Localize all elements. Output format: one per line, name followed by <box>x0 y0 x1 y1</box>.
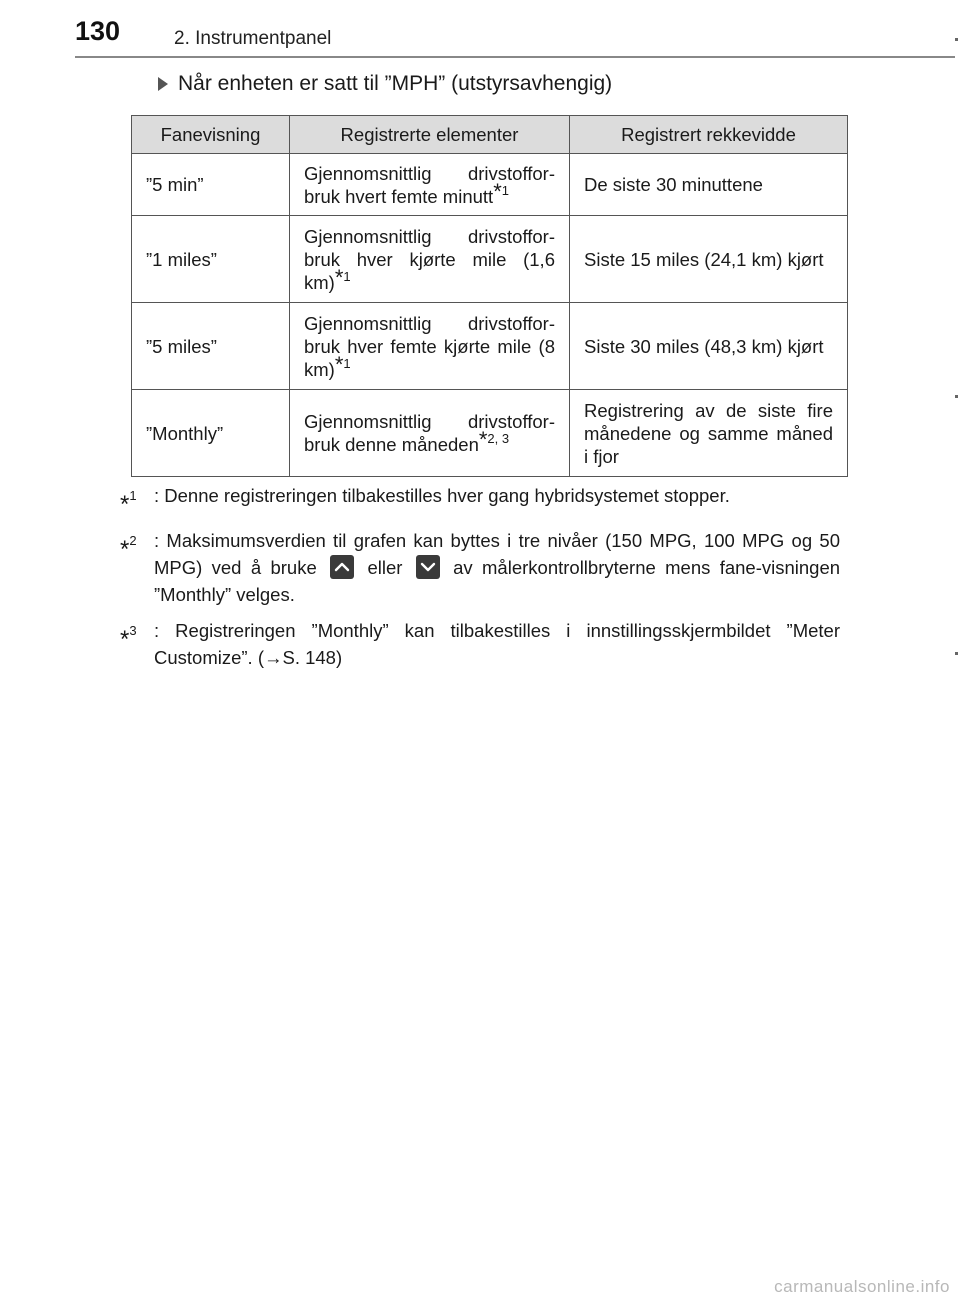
subsection-heading <box>158 72 612 96</box>
crop-mark <box>955 38 958 41</box>
footnote-text: : Registreringen ”Monthly” kan tilbakestilles i innstillingsskjermbildet ”Meter Customize”. (→S. 148) <box>154 620 840 668</box>
footnote-text: : Denne registreringen tilbakestilles hver gang hybridsystemet stopper. <box>154 485 730 506</box>
page-number: 130 <box>75 16 121 46</box>
footnote-ref: 2, 3 <box>487 431 510 446</box>
cell-tab: ”Monthly” <box>132 390 290 477</box>
cell-elements-text: Gjennomsnittlig drivstoffor-bruk hvert femte minutt <box>304 162 555 207</box>
cell-range: De siste 30 minuttene <box>570 154 848 216</box>
triangle-bullet-icon <box>158 77 168 91</box>
cell-range: Registrering av de siste fire månedene og samme måned i fjor <box>570 390 848 477</box>
cell-elements <box>290 154 570 216</box>
footnote-asterisk: * <box>334 264 344 290</box>
column-header-range: Registrert rekkevidde <box>570 116 848 154</box>
cell-range: Siste 30 miles (48,3 km) kjørt <box>570 303 848 390</box>
cell-elements <box>290 303 570 390</box>
crop-mark <box>955 652 958 655</box>
chevron-up-icon <box>330 555 354 579</box>
cell-range: Siste 15 miles (24,1 km) kjørt <box>570 216 848 303</box>
cell-tab: ”1 miles” <box>132 216 290 303</box>
cell-elements-text: Gjennomsnittlig drivstoffor-bruk denne måneden <box>304 411 555 455</box>
cell-elements-text: Gjennomsnittlig drivstoffor-bruk hver kjørte mile (1,6 km) <box>304 225 555 293</box>
column-header-tab: Fanevisning <box>132 116 290 154</box>
chevron-down-icon <box>416 555 440 579</box>
footnote-asterisk: * <box>334 351 344 377</box>
footnote-marker: *$^3$ <box>120 623 137 653</box>
table-row <box>132 390 848 477</box>
cell-elements <box>290 216 570 303</box>
table-header-row <box>132 116 848 154</box>
watermark: carmanualsonline.info <box>774 1277 950 1296</box>
footnote-asterisk: * <box>493 178 502 204</box>
footnote-ref: 1 <box>501 182 509 198</box>
footnote-marker: *$^2$ <box>120 533 137 563</box>
column-header-elements: Registrerte elementer <box>290 116 570 154</box>
table-row <box>132 303 848 390</box>
footnote-2 <box>120 527 840 608</box>
footnote-ref: 1 <box>343 268 351 284</box>
subsection-heading-text: Når enheten er satt til ”MPH” (utstyrsavhengig) <box>178 72 613 95</box>
cell-elements <box>290 390 570 477</box>
record-table <box>131 115 848 477</box>
footnotes <box>120 482 840 680</box>
footnote-asterisk: * <box>478 427 488 452</box>
footnote-text: : Maksimumsverdien til grafen kan byttes i tre nivåer (150 MPG, 100 MPG og 50 MPG) ved å bruke eller av målerkontrollbryterne mens fane-visningen ”Monthly” velges. <box>154 530 841 605</box>
table-row <box>132 216 848 303</box>
footnote-ref: 1 <box>343 355 351 371</box>
footnote-3 <box>120 617 840 671</box>
cell-tab: ”5 miles” <box>132 303 290 390</box>
crop-mark <box>955 395 958 398</box>
cell-elements-text: Gjennomsnittlig drivstoffor-bruk hver femte kjørte mile (8 km) <box>304 312 555 380</box>
footnote-marker: *$^1$ <box>120 488 137 518</box>
cell-tab: ”5 min” <box>132 154 290 216</box>
header-divider <box>75 56 955 58</box>
footnote-1 <box>120 482 840 518</box>
table-row <box>132 154 848 216</box>
section-title: 2. Instrumentpanel <box>174 28 332 49</box>
